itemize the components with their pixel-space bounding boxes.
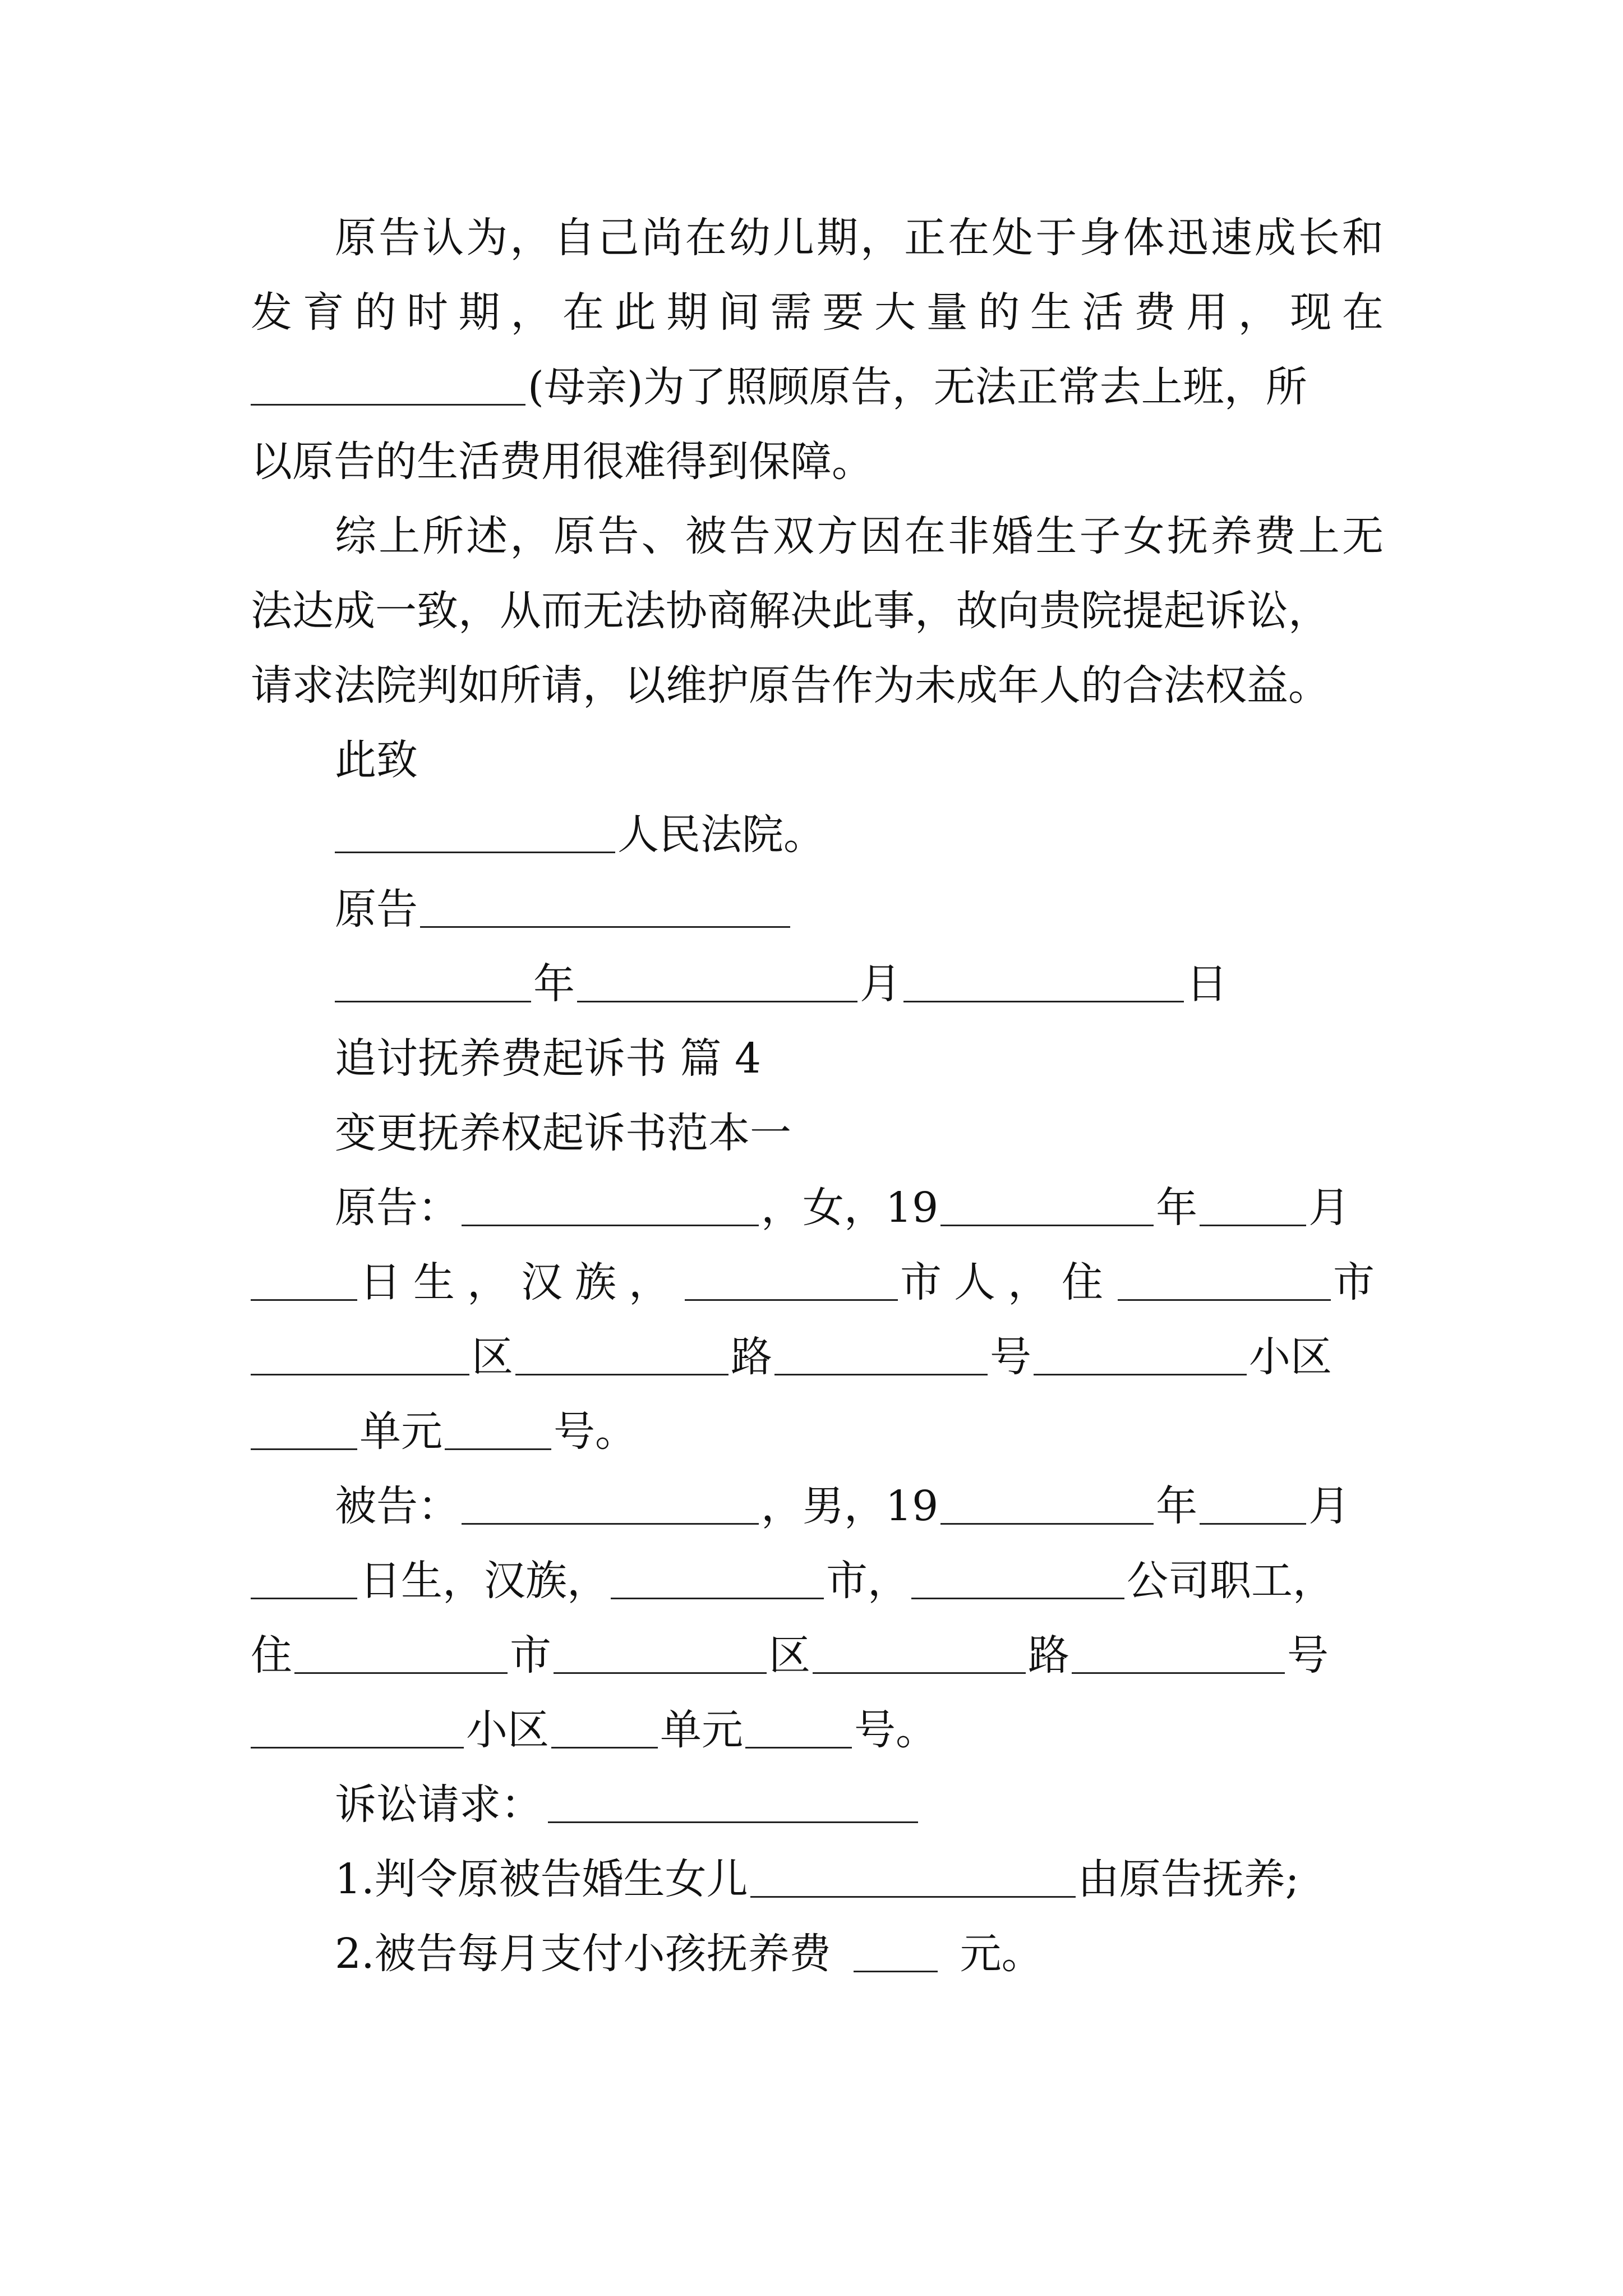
text: 人民法院。 [617, 811, 825, 859]
blank-line [940, 1185, 1154, 1226]
blank-line [1072, 1633, 1285, 1674]
text: 月 [860, 960, 901, 1008]
paragraph-line [251, 577, 1384, 645]
blank-line [251, 1335, 469, 1375]
blank-line [774, 1335, 988, 1375]
blank-line [745, 1708, 852, 1749]
text: 公司职工， [1127, 1557, 1334, 1605]
closing-line [251, 726, 1384, 794]
blank-line [294, 1633, 508, 1674]
text: 日生，汉族， [359, 1557, 608, 1605]
text: 号。 [854, 1706, 937, 1754]
text: 小区 [1249, 1333, 1332, 1381]
text: 以原告的生活费用很难得到保障。 [251, 438, 873, 486]
blank-line [251, 365, 525, 406]
text: 住 [251, 1631, 292, 1680]
blank-line [515, 1335, 728, 1375]
text: 原告 [335, 885, 418, 933]
defendant-info-line [251, 1473, 1384, 1540]
subheading-text: 变更抚养权起诉书范本一 [335, 1109, 791, 1157]
text: 原告： [335, 1184, 459, 1232]
plaintiff-sign-line [251, 876, 1384, 943]
text: 年 [1156, 1184, 1198, 1232]
text: 元。 [960, 1930, 1043, 1978]
blank-line [462, 1185, 759, 1226]
defendant-info-line [251, 1696, 1384, 1764]
plaintiff-info-line [251, 1323, 1384, 1391]
text: 1.判令原被告婚生女儿 [335, 1855, 748, 1903]
text: ，男，19 [761, 1482, 939, 1530]
text: 单元 [660, 1706, 743, 1754]
text: 日生，汉族， [359, 1258, 683, 1306]
blank-line [462, 1484, 759, 1525]
text: 综上所述，原告、被告双方因在非婚生子女抚养费上无 [335, 512, 1384, 560]
blank-line [1200, 1185, 1306, 1226]
blank-line [335, 812, 615, 853]
text: 原告认为，自己尚在幼儿期，正在处于身体迅速成长和 [335, 214, 1384, 262]
text: 日 [1186, 960, 1228, 1008]
paragraph-line [251, 503, 1384, 570]
paragraph-line [251, 652, 1384, 719]
paragraph-line [251, 204, 1384, 272]
text: 被告： [335, 1482, 459, 1530]
blank-line [750, 1857, 1076, 1898]
heading-text: 追讨抚养费起诉书 篇 4 [335, 1034, 762, 1083]
text: 路 [1028, 1631, 1069, 1680]
blank-line [551, 1708, 658, 1749]
text: 发育的时期，在此期间需要大量的生活费用，现在 [251, 288, 1384, 337]
blank-line [911, 1558, 1124, 1599]
blank-line [1034, 1335, 1247, 1375]
text: 小区 [466, 1706, 549, 1754]
text: 年 [1156, 1482, 1198, 1530]
text: 单元 [359, 1407, 442, 1456]
text: 区 [472, 1333, 513, 1381]
paragraph-line [251, 353, 1384, 421]
text: 市人，住 [900, 1258, 1115, 1306]
court-line [251, 801, 1384, 868]
blank-line [251, 1409, 357, 1450]
blank-line [903, 961, 1184, 1002]
blank-line [251, 1260, 357, 1301]
blank-line [251, 1708, 464, 1749]
blank-line [251, 1558, 357, 1599]
text: 月 [1308, 1184, 1350, 1232]
section-subheading [251, 1099, 1384, 1167]
text: 市 [1333, 1258, 1375, 1306]
text: 市， [826, 1557, 909, 1605]
claim-item [251, 1846, 1384, 1913]
section-heading [251, 1025, 1384, 1092]
blank-line [685, 1260, 898, 1301]
text: 路 [731, 1333, 772, 1381]
defendant-info-line [251, 1622, 1384, 1689]
text: (母亲)为了照顾原告，无法正常去上班，所 [528, 363, 1307, 411]
blank-line [554, 1633, 767, 1674]
blank-line [1200, 1484, 1306, 1525]
claim-item [251, 1920, 1384, 1987]
text: 诉讼请求： [335, 1780, 542, 1829]
plaintiff-info-line [251, 1398, 1384, 1465]
paragraph-line [251, 428, 1384, 495]
defendant-info-line [251, 1547, 1384, 1614]
text: 区 [769, 1631, 810, 1680]
text: 月 [1308, 1482, 1350, 1530]
text: 由原告抚养; [1077, 1855, 1299, 1903]
blank-line [548, 1782, 918, 1823]
text: 请求法院判如所请，以维护原告作为未成年人的合法权益。 [251, 661, 1330, 710]
date-line [251, 950, 1384, 1018]
claims-label-line [251, 1771, 1384, 1838]
blank-line [611, 1558, 824, 1599]
blank-line [335, 961, 531, 1002]
text: 年 [533, 960, 575, 1008]
blank-line [1118, 1260, 1331, 1301]
blank-line [445, 1409, 551, 1450]
text: 法达成一致，从而无法协商解决此事，故向贵院提起诉讼， [251, 587, 1330, 635]
text: 号 [1287, 1631, 1329, 1680]
text: ，女，19 [761, 1184, 939, 1232]
text: 市 [510, 1631, 551, 1680]
text: 号 [990, 1333, 1031, 1381]
blank-line [577, 961, 857, 1002]
blank-line [854, 1931, 938, 1972]
paragraph-line [251, 279, 1384, 346]
plaintiff-info-line [251, 1174, 1384, 1241]
blank-line [420, 887, 790, 928]
blank-line [813, 1633, 1026, 1674]
text: 2.被告每月支付小孩抚养费 [335, 1930, 831, 1978]
plaintiff-info-line [251, 1249, 1384, 1316]
text: 此致 [335, 736, 418, 784]
blank-line [940, 1484, 1154, 1525]
text: 号。 [554, 1407, 637, 1456]
